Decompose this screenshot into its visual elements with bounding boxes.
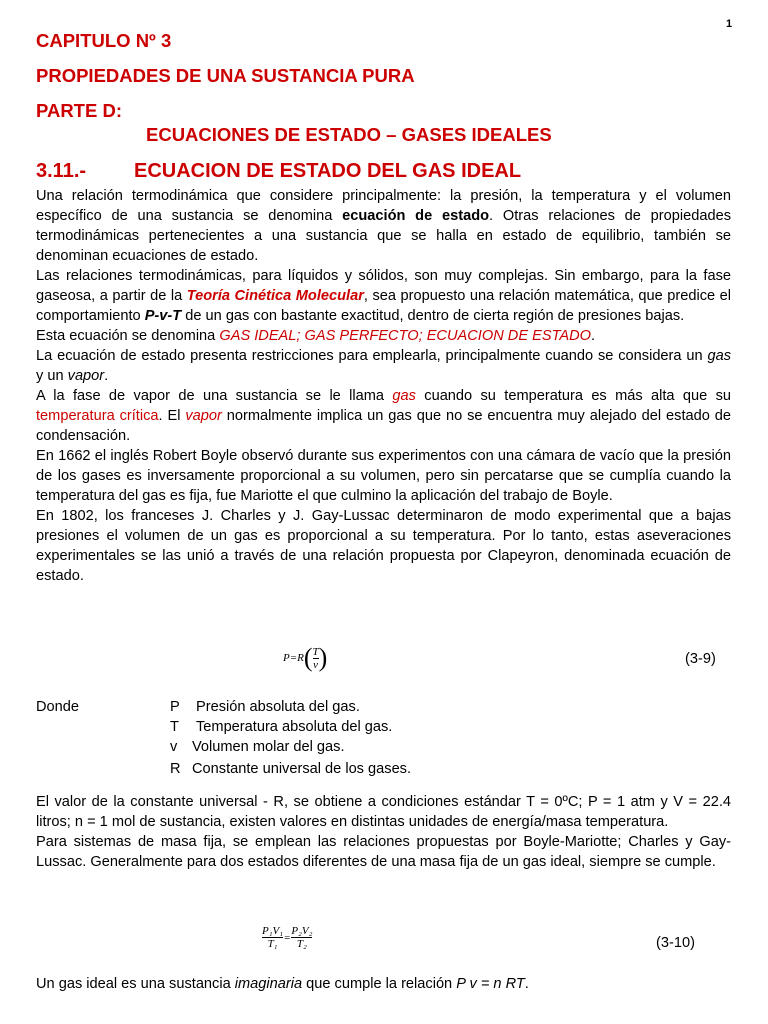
p3-text-c: .: [591, 328, 596, 344]
part-heading: PARTE D:: [36, 100, 122, 121]
definition-symbol: T: [170, 719, 179, 735]
paragraph-1: [36, 186, 731, 266]
chapter-title: PROPIEDADES DE UNA SUSTANCIA PURA: [36, 65, 415, 86]
definitions-label: Donde: [36, 699, 80, 715]
p10-text-e: .: [524, 976, 529, 992]
definition-item: [170, 761, 411, 777]
p3-text-a: Esta ecuación se denomina: [36, 328, 220, 344]
p2-text-e: de un gas con bastante exactitud, dentro de cierta región de presiones bajas.: [181, 308, 685, 324]
paragraph-4: [36, 346, 731, 386]
eq2-equals: =: [284, 931, 291, 944]
term-imaginaria: imaginaria: [234, 976, 303, 992]
term-teoria-cinetica: Teoría Cinética Molecular: [186, 288, 364, 304]
definition-symbol: v: [170, 739, 178, 755]
paragraph-10: [36, 974, 731, 994]
p1-text-a: Una relación termodinámica que considere principalmente: la presión, la temperatura y el volumen específico de una sustancia se denomina: [36, 188, 731, 224]
equation-3-9: P=R( $\frac{T}{v}$ ): [283, 643, 328, 672]
p4-text-e: .: [104, 368, 109, 384]
paragraph-6: En 1662 el inglés Robert Boyle observó durante sus experimentos con una cámara de vacío que la presión de los gases es inversamente proporcional a su volumen, pero sin percatarse que se cumplía cuando la temperatura del gas es fija, fue Mariotte el que culmino la aplicación del trabajo de Boyle.: [36, 448, 731, 504]
p4-text-c: y un: [36, 368, 68, 384]
page-number: 1: [726, 18, 733, 30]
paragraph-5: [36, 386, 731, 446]
eq1-lhs: P=R: [283, 652, 304, 664]
equation-number-3-10: (3-10): [656, 935, 695, 951]
body-text-top: [36, 186, 731, 586]
eq2-denominator-left: T₁: [267, 938, 278, 950]
body-text-bottom: [36, 792, 731, 872]
eq2-denominator-right: T₂: [296, 938, 307, 950]
paragraph-9: Para sistemas de masa fija, se emplean las relaciones propuestas por Boyle-Mariotte; Charles y Gay-Lussac. Generalmente para dos estados diferentes de una masa fija de un gas ideal, siempre se cumple.: [36, 834, 731, 870]
definition-item: [170, 719, 392, 735]
term-temperatura-critica: temperatura crítica: [36, 408, 159, 424]
term-vapor: vapor: [67, 368, 105, 384]
definition-symbol: P: [170, 699, 180, 715]
p2-text-a: Las relaciones termodinámicas, para líquidos y sólidos, son muy complejas. Sin embargo, para la fase gaseosa, a partir de la: [36, 268, 731, 304]
paragraph-2: [36, 266, 731, 326]
chapter-heading: CAPITULO Nº 3: [36, 30, 172, 51]
p5-text-e: . El: [158, 408, 186, 424]
term-vapor-red: vapor: [185, 408, 222, 424]
definition-text: Constante universal de los gases.: [192, 761, 412, 777]
eq2-numerator-right: P₂V₂: [291, 925, 313, 937]
ideal-gas-relation: P v = n RT: [456, 976, 525, 992]
p1-text-c: . Otras relaciones de propiedades termodinámicas pertenecientes a una sustancia que se halla en estado de equilibrio, también se denominan ecuaciones de estado.: [36, 208, 731, 264]
p10-text-c: que cumple la relación: [302, 976, 457, 992]
definition-item: [170, 739, 345, 755]
p5-text-c: cuando su temperatura es más alta que su: [415, 388, 732, 404]
part-title: ECUACIONES DE ESTADO – GASES IDEALES: [146, 124, 552, 145]
definition-symbol: R: [170, 761, 181, 777]
p2-text-c: , sea propuesto una relación matemática, que predice el comportamiento: [36, 288, 731, 324]
equation-number-3-9: (3-9): [685, 651, 716, 667]
body-text-last: [36, 974, 731, 994]
section-title: ECUACION DE ESTADO DEL GAS IDEAL: [134, 160, 522, 182]
section-number: 3.11.-: [36, 160, 87, 182]
eq2-numerator-left: P₁V₁: [262, 925, 284, 937]
term-pvt: P-v-T: [144, 308, 182, 324]
definition-text: Temperatura absoluta del gas.: [196, 719, 393, 735]
definition-item: [170, 699, 360, 715]
definition-text: Volumen molar del gas.: [192, 739, 345, 755]
paragraph-7: En 1802, los franceses J. Charles y J. Gay-Lussac determinaron de modo experimental que a bajas presiones el volumen de un gas es proporcional a su temperatura. Por lo tanto, estas aseveraciones experimentales se las unió a través de una relación propuesta por Clapeyron, denominada ecuación de estado.: [36, 508, 731, 584]
eq2-fraction-right: [291, 925, 312, 950]
eq1-numerator: T: [312, 645, 319, 658]
p5-text-a: A la fase de vapor de una sustancia se le llama: [36, 388, 393, 404]
term-gas: gas: [707, 348, 731, 364]
paragraph-3: [36, 326, 731, 346]
p10-text-a: Un gas ideal es una sustancia: [36, 976, 235, 992]
p5-text-g: normalmente implica un gas que no se encuentra muy alejado del estado de condensación.: [36, 408, 732, 444]
term-ecuacion-de-estado: ecuación de estado: [342, 208, 490, 224]
definition-text: Presión absoluta del gas.: [196, 699, 360, 715]
equation-3-10: [262, 925, 312, 950]
eq1-denominator: v: [313, 658, 319, 671]
p4-text-a: La ecuación de estado presenta restricciones para emplearla, principalmente cuando se considera un: [36, 348, 708, 364]
eq2-fraction-left: [262, 925, 283, 950]
term-gas-red: gas: [392, 388, 416, 404]
term-gas-ideal: GAS IDEAL; GAS PERFECTO; ECUACION DE ESTADO: [219, 328, 592, 344]
paragraph-8: El valor de la constante universal - R, se obtiene a condiciones estándar T = 0ºC; P = 1 atm y V = 22.4 litros; n = 1 mol de sustancia, existen valores en distintas unidades de energía/masa temperatura.: [36, 794, 731, 830]
